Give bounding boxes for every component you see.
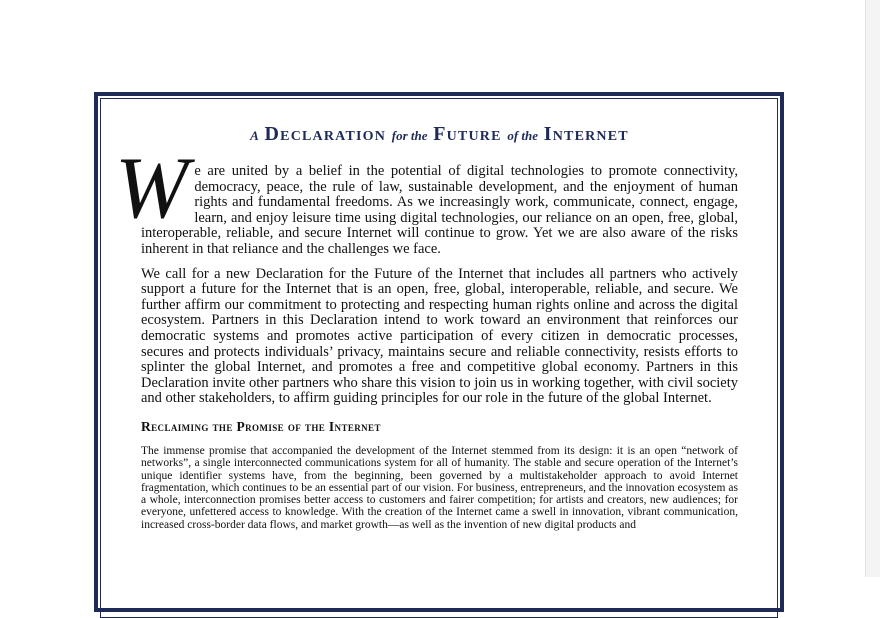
intro-paragraph [115,140,738,258]
document-page [115,118,738,531]
section-heading: Reclaiming the Promise of the Internet [141,418,381,434]
intro-paragraph-text: e are united by a belief in the potential of digital technologies to promote connectivity, democracy, peace, the rule of law, sustainable development, and the enjoyment of human rights and fundamental freedoms. As we increasingly work, communicate, connect, engage, learn, and enjoy leisure time using digital technologies, our reliance on an open, free, global, interoperable, reliable, and secure Internet will continue to grow. Yet we are also aware of the risks inherent in that reliance and the challenges we face. [141,163,738,257]
vertical-scrollbar[interactable] [865,0,880,577]
promise-paragraph: The immense promise that accompanied the development of the Internet stemmed from its design: it is an open “network of networks”, a single interconnected communications system for all of humanity. The stable and secure operation of the Internet’s unique identifier systems have, from the beginning, been governed by a multistakeholder approach to avoid Internet fragmentation, which continues to be an essential part of our vision. For business, entrepreneurs, and the innovation ecosystem as a whole, interconnection promises better access to customers and fairer competition; for artists and creators, new audiences; for everyone, unfettered access to knowledge. With the creation of the Internet came a swell in innovation, vibrant communication, increased cross-border data flows, and market growth—as well as the invention of new digital products and [141,444,738,531]
title-word-declaration: Declaration [264,123,387,145]
title-word-future: Future [433,123,502,145]
call-paragraph: We call for a new Declaration for the Future of the Internet that includes all partners who actively support a future for the Internet that is an open, free, global, interoperable, reliable, and secure. We further affirm our commitment to protecting and respecting human rights online and across the digital ecosystem. Partners in this Declaration intend to work toward an environment that reinforces our democratic systems and promotes active participation of every citizen in democratic processes, secures and protects individuals’ privacy, maintains secure and reliable connectivity, resists efforts to splinter the global Internet, and promotes a free and competitive global economy. Partners in this Declaration invite other partners who share this vision to join us in working together, with civil society and other stakeholders, to affirm guiding principles for our role in the future of the global Internet. [141,265,738,407]
title-word-a: A [250,128,259,143]
title-word-internet: Internet [543,123,629,145]
title-words-of-the: of the [507,128,539,143]
document-title [141,118,738,152]
drop-cap: W [115,140,189,237]
title-words-for-the: for the [391,128,428,143]
